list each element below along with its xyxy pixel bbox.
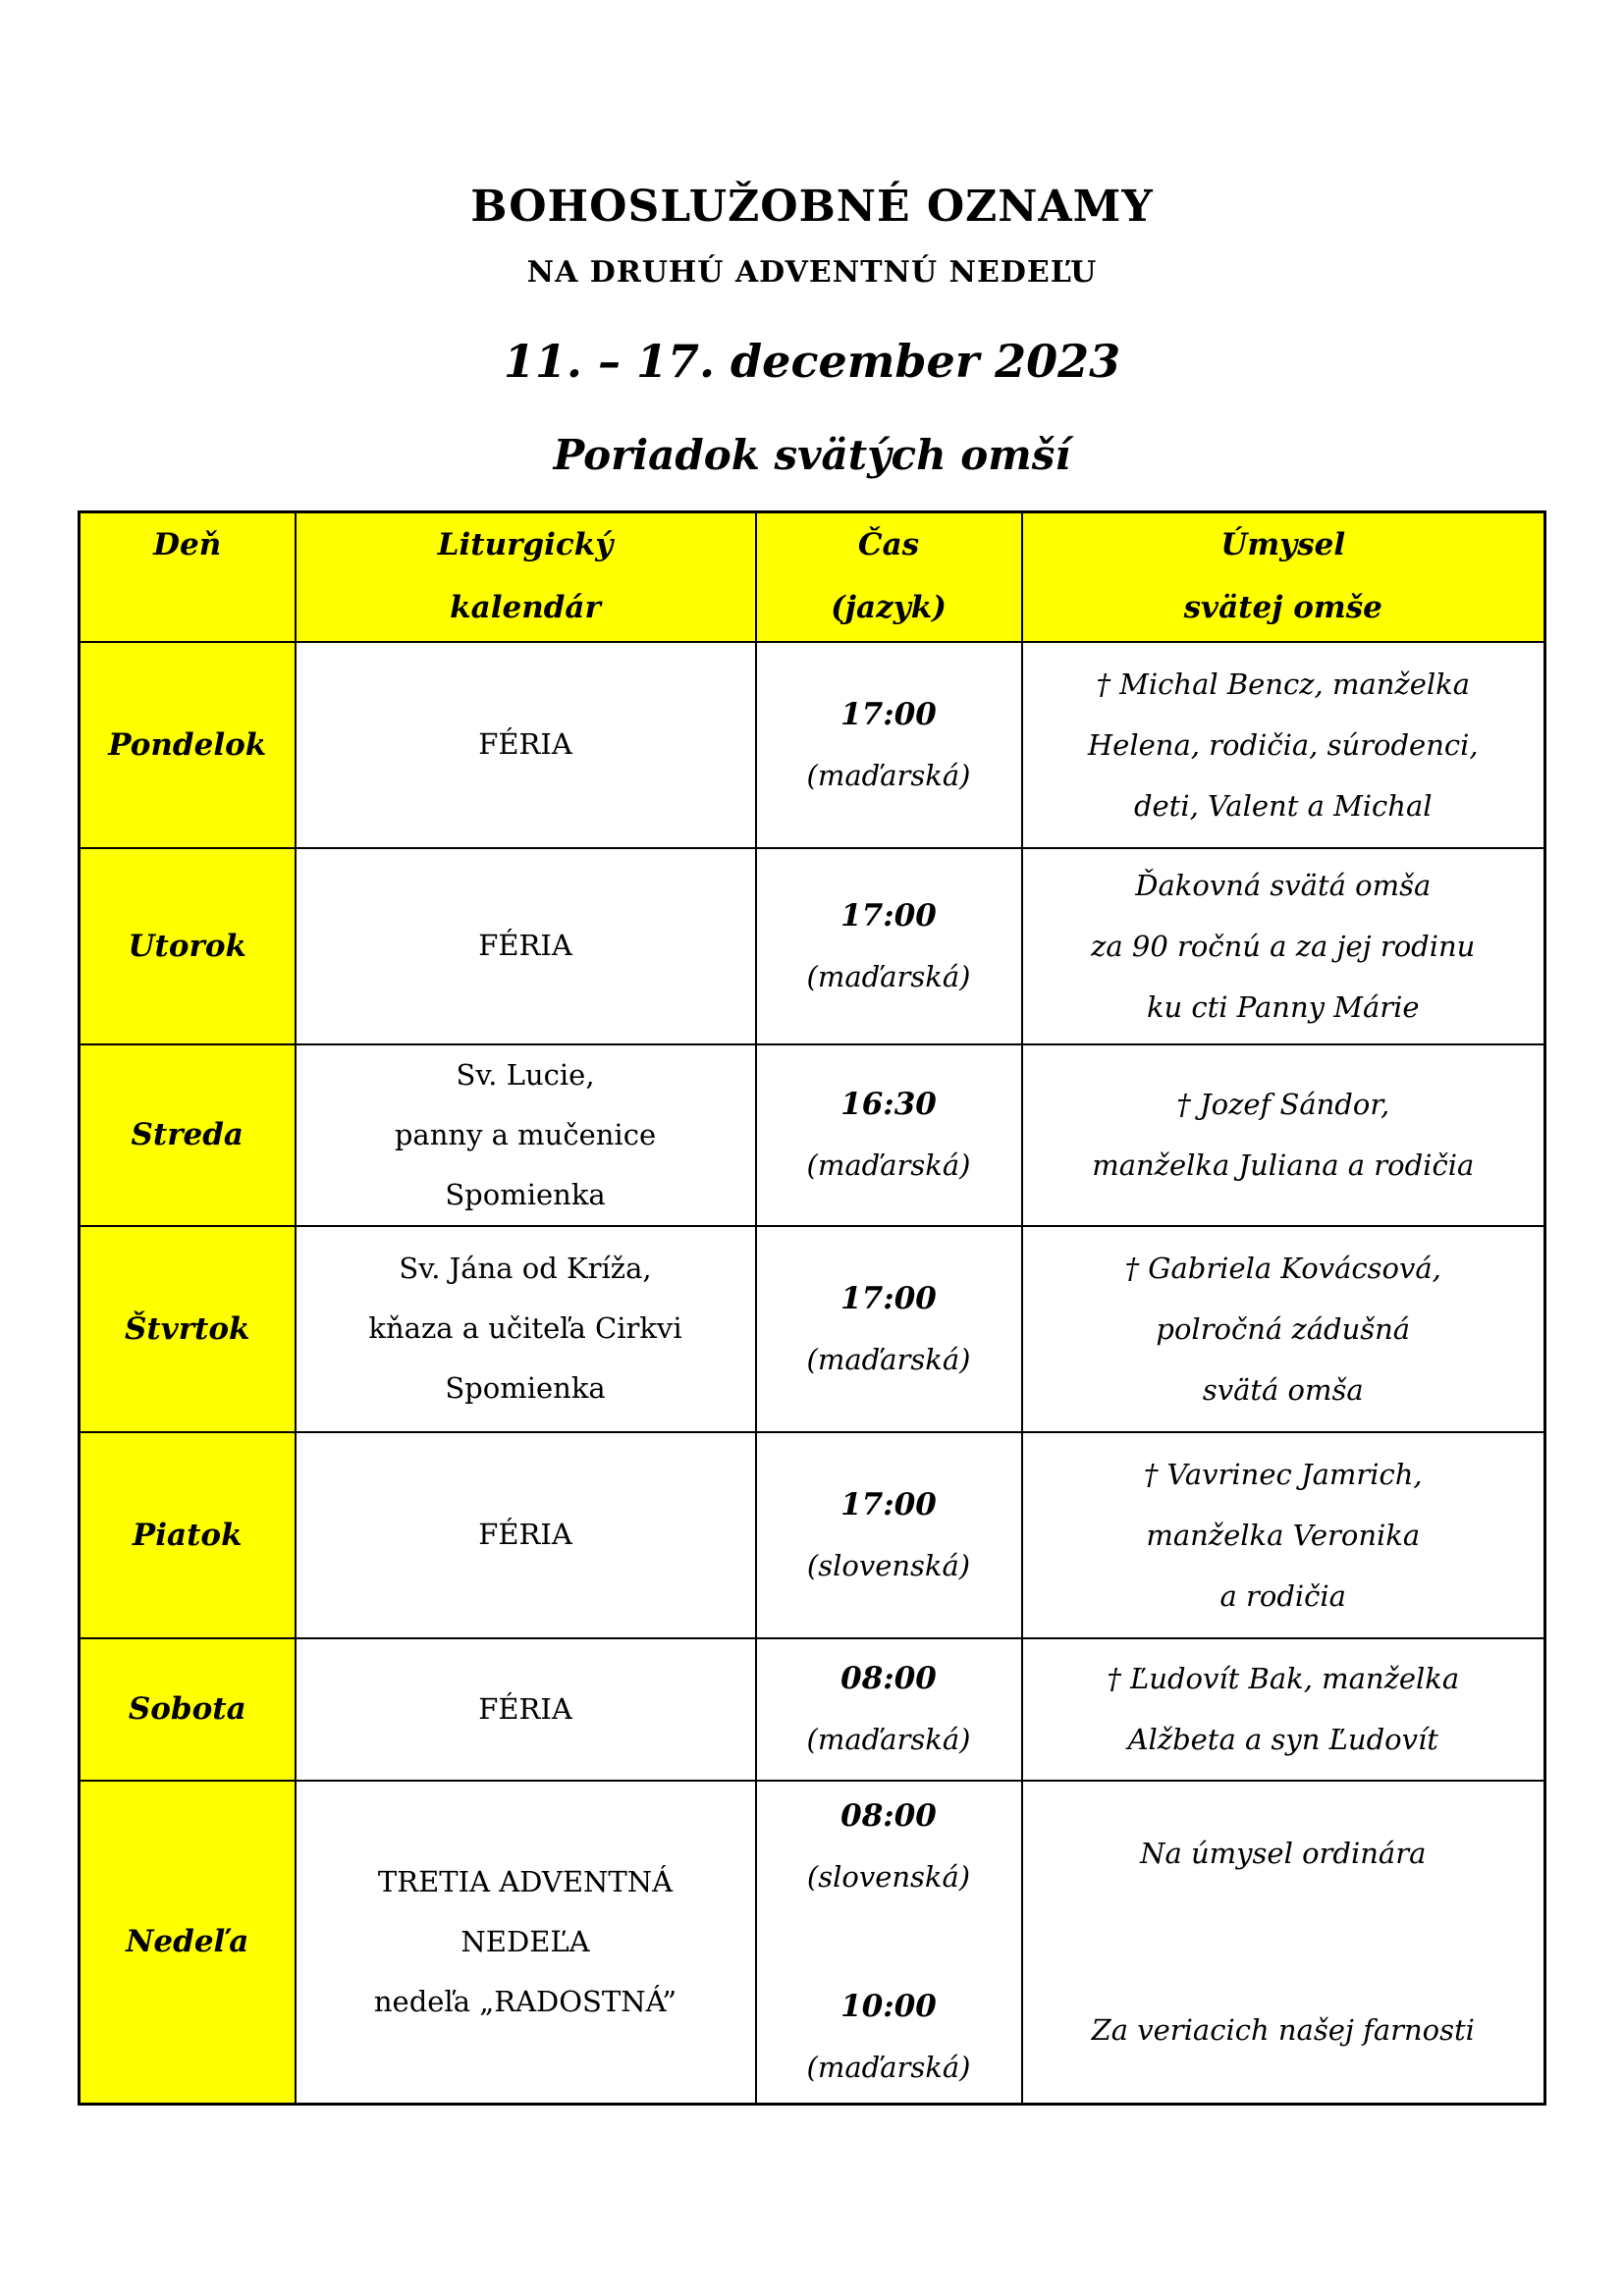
column-header-time [756,512,1022,642]
intention-line: a rodičia [1219,1578,1346,1613]
day-label: Piatok [132,1517,243,1553]
intention-block [1023,2000,1544,2060]
intention-line: deti, Valent a Michal [1133,788,1433,823]
calendar-cell [296,1432,756,1638]
calendar-cell [296,642,756,848]
time-cell [756,1226,1022,1432]
column-header-line: Čas [857,527,920,562]
time-cell [756,1638,1022,1781]
intention-cell [1022,642,1545,848]
day-cell [80,1044,296,1226]
mass-schedule-table [78,510,1546,2106]
calendar-line: NEDEĽA [460,1924,590,1958]
table-row [80,1226,1545,1432]
table-row [80,642,1545,848]
day-cell [80,1781,296,2105]
calendar-line: FÉRIA [478,727,572,761]
calendar-line: kňaza a učiteľa Cirkvi [368,1311,682,1345]
mass-language: (maďarská) [806,758,971,792]
mass-time: 08:00 [840,1661,937,1696]
column-header-line: svätej omše [1183,590,1382,625]
mass-time: 16:30 [840,1087,937,1122]
intention-cell [1022,848,1545,1044]
mass-language: (maďarská) [806,2051,971,2085]
intention-block [1023,654,1544,836]
intention-line: † Gabriela Kovácsová, [1124,1251,1441,1285]
page-title: BOHOSLUŽOBNÉ OZNAMY [470,182,1154,232]
calendar-line: nedeľa „RADOSTNÁ” [373,1984,677,2018]
calendar-line: FÉRIA [478,1691,572,1726]
intention-line: Helena, rodičia, súrodenci, [1087,727,1479,762]
intention-line: Na úmysel ordinára [1140,1837,1427,1871]
mass-time-block [757,885,1021,1007]
mass-time-block [757,1648,1021,1770]
calendar-line: Spomienka [445,1371,606,1405]
intention-cell [1022,1044,1545,1226]
calendar-cell [296,1781,756,2105]
intention-line: manželka Juliana a rodičia [1092,1148,1475,1182]
column-header-line: Úmysel [1220,527,1346,562]
mass-time-block [757,1074,1021,1196]
table-row [80,1781,1545,2105]
column-header-calendar [296,512,756,642]
page-subtitle: NA DRUHÚ ADVENTNÚ NEDEĽU [526,255,1098,290]
intention-line: † Ľudovít Bak, manželka [1107,1662,1460,1695]
intention-line: † Vavrinec Jamrich, [1143,1457,1423,1491]
day-cell [80,1638,296,1781]
intention-line: polročná zádušná [1156,1311,1411,1346]
mass-time: 17:00 [840,696,937,732]
calendar-line: TRETIA ADVENTNÁ [377,1864,674,1898]
calendar-line: FÉRIA [478,1518,572,1551]
time-cell [756,848,1022,1044]
header-row [80,512,1545,642]
calendar-cell [296,1638,756,1781]
mass-language: (slovenská) [806,1860,971,1895]
day-cell [80,848,296,1044]
calendar-line: panny a mučenice [394,1117,657,1151]
intention-line: ku cti Panny Márie [1146,989,1420,1024]
mass-time-block [757,684,1021,806]
intention-line: † Jozef Sándor, [1176,1088,1390,1121]
mass-language: (maďarská) [806,959,971,993]
intention-block [1023,1444,1544,1627]
mass-time: 08:00 [840,1798,937,1835]
day-cell [80,1226,296,1432]
table-header [80,512,1545,642]
intention-line: Alžbeta a syn Ľudovít [1127,1723,1438,1756]
intention-cell [1022,1226,1545,1432]
mass-time-block [757,1474,1021,1596]
mass-time: 17:00 [840,1280,937,1316]
calendar-cell [296,848,756,1044]
table-row [80,1432,1545,1638]
day-label: Utorok [128,928,247,964]
intention-line: za 90 ročnú a za jej rodinu [1091,929,1476,963]
calendar-line: Sv. Lucie, [456,1057,595,1092]
intention-block [1023,1823,1544,1884]
intention-block [1023,1074,1544,1196]
document-header [0,182,1624,479]
intention-line: svätá omša [1202,1372,1364,1407]
table-row [80,848,1545,1044]
intention-cell [1022,1638,1545,1781]
mass-time-block [757,1976,1021,2098]
intention-block [1023,1238,1544,1420]
column-header-line: kalendár [450,590,601,625]
day-label: Sobota [128,1691,246,1727]
mass-time: 17:00 [840,897,937,934]
day-label: Streda [131,1117,244,1152]
mass-time: 17:00 [840,1486,937,1522]
date-range: 11. – 17. december 2023 [503,335,1121,388]
day-label: Nedeľa [126,1924,249,1960]
column-header-line: Liturgický [437,527,614,562]
intention-line: Ďakovná svätá omša [1135,868,1432,902]
intention-line: manželka Veronika [1146,1518,1421,1552]
column-header-intention [1022,512,1545,642]
column-header-line: (jazyk) [831,590,947,625]
intention-cell [1022,1432,1545,1638]
table-row [80,1044,1545,1226]
time-cell [756,642,1022,848]
calendar-line: FÉRIA [478,929,572,962]
time-cell [756,1432,1022,1638]
mass-language: (maďarská) [806,1148,971,1182]
table-row [80,1638,1545,1781]
column-header-line: Deň [153,527,222,562]
calendar-line: Spomienka [445,1177,606,1211]
day-label: Pondelok [108,726,267,763]
section-title: Poriadok svätých omší [553,431,1071,479]
mass-time-block [757,1786,1021,1907]
calendar-cell [296,1044,756,1226]
day-cell [80,1432,296,1638]
intention-cell [1022,1781,1545,2105]
time-cell [756,1044,1022,1226]
mass-time: 10:00 [840,1989,937,2025]
mass-language: (slovenská) [806,1548,971,1582]
time-cell [756,1781,1022,2105]
column-header-day [80,512,296,642]
mass-language: (maďarská) [806,1723,971,1756]
table-body [80,642,1545,2105]
calendar-cell [296,1226,756,1432]
intention-line: † Michal Bencz, manželka [1096,667,1471,701]
intention-block [1023,1648,1544,1770]
intention-block [1023,855,1544,1038]
day-cell [80,642,296,848]
calendar-line: Sv. Jána od Kríža, [399,1252,652,1285]
intention-line: Za veriacich našej farnosti [1091,2013,1475,2048]
mass-language: (maďarská) [806,1342,971,1376]
day-label: Štvrtok [124,1310,250,1347]
mass-time-block [757,1268,1021,1390]
